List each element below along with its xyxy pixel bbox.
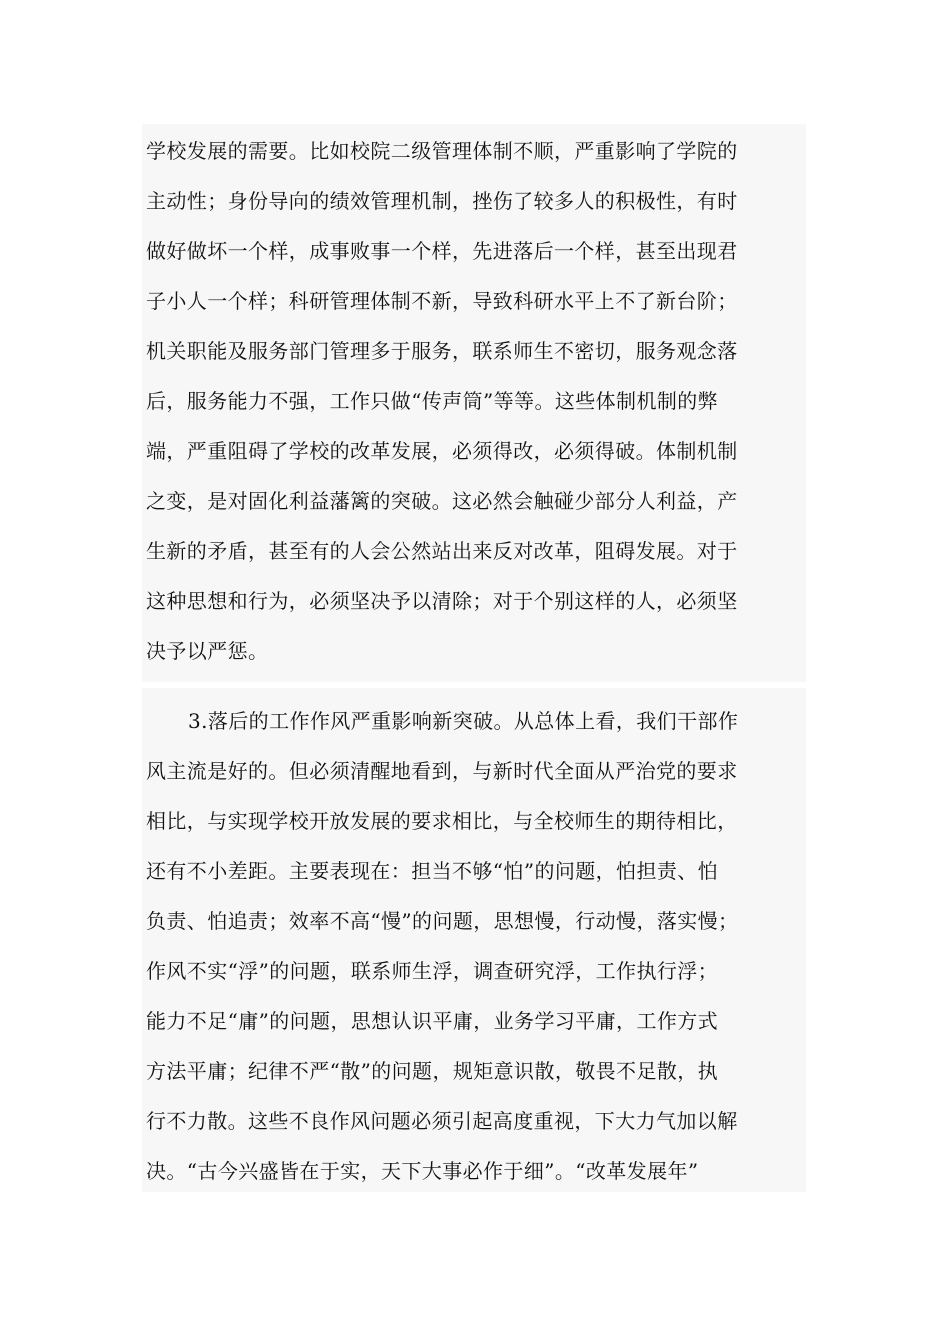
paragraph-1-line: 机关职能及服务部门管理多于服务，联系师生不密切，服务观念落 — [146, 339, 738, 363]
paragraph-1-line: 决予以严惩。 — [146, 639, 269, 663]
paragraph-1-line: 后，服务能力不强，工作只做“传声筒”等等。这些体制机制的弊 — [146, 389, 719, 413]
paragraph-2-line: 作风不实“浮”的问题，联系师生浮，调查研究浮，工作执行浮； — [146, 959, 719, 983]
paragraph-2 — [142, 688, 806, 1192]
paragraph-1-line: 做好做坏一个样，成事败事一个样，先进落后一个样，甚至出现君 — [146, 239, 738, 263]
paragraph-2-line: 能力不足“庸”的问题，思想认识平庸，业务学习平庸，工作方式 — [146, 1009, 719, 1033]
paragraph-2-line: 3.落后的工作作风严重影响新突破。从总体上看，我们干部作 — [188, 709, 739, 733]
paragraph-1-line: 学校发展的需要。比如校院二级管理体制不顺，严重影响了学院的 — [146, 139, 738, 163]
paragraph-1-line: 主动性；身份导向的绩效管理机制，挫伤了较多人的积极性，有时 — [146, 189, 738, 213]
paragraph-1-line: 之变，是对固化利益藩篱的突破。这必然会触碰少部分人利益，产 — [146, 489, 738, 513]
paragraph-2-line: 方法平庸；纪律不严“散”的问题，规矩意识散，敬畏不足散，执 — [146, 1059, 719, 1083]
paragraph-1-line: 这种思想和行为，必须坚决予以清除；对于个别这样的人，必须坚 — [146, 589, 738, 613]
paragraph-2-line: 行不力散。这些不良作风问题必须引起高度重视，下大力气加以解 — [146, 1109, 738, 1133]
paragraph-1-line: 生新的矛盾，甚至有的人会公然站出来反对改革，阻碍发展。对于 — [146, 539, 738, 563]
paragraph-2-line: 决。“古今兴盛皆在于实，天下大事必作于细”。“改革发展年” — [146, 1159, 699, 1183]
paragraph-2-line: 风主流是好的。但必须清醒地看到，与新时代全面从严治党的要求 — [146, 759, 738, 783]
paragraph-2-line: 负责、怕追责；效率不高“慢”的问题，思想慢，行动慢，落实慢； — [146, 909, 739, 933]
paragraph-2-line: 相比，与实现学校开放发展的要求相比，与全校师生的期待相比， — [146, 809, 738, 833]
paragraph-1-line: 端，严重阻碍了学校的改革发展，必须得改，必须得破。体制机制 — [146, 439, 738, 463]
paragraph-1-line: 子小人一个样；科研管理体制不新，导致科研水平上不了新台阶； — [146, 289, 738, 313]
paragraph-2-line: 还有不小差距。主要表现在：担当不够“怕”的问题，怕担责、怕 — [146, 859, 719, 883]
paragraph-1 — [142, 124, 806, 682]
